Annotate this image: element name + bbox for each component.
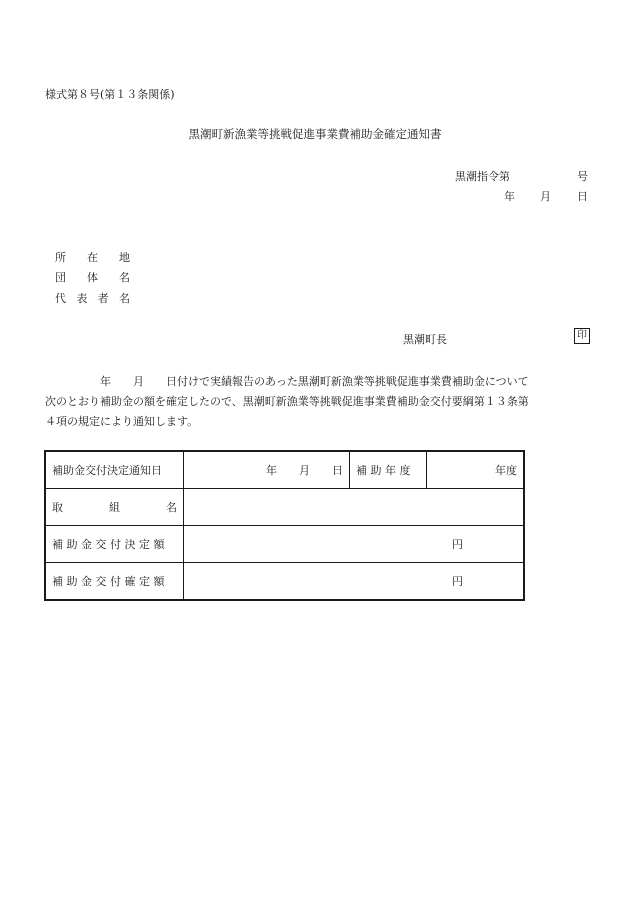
table-row [45, 563, 524, 601]
confirmed-amount-value [184, 563, 525, 601]
recipient-organization-label [55, 269, 130, 285]
label-char: 名 [166, 501, 177, 514]
initiative-name-label [45, 489, 184, 526]
label-char: 代 [55, 292, 66, 305]
table-row [45, 451, 524, 489]
yen-unit: 円 [452, 575, 463, 588]
form-number: 様式第８号(第１３条関係) [45, 88, 175, 101]
label-char: 組 [109, 501, 120, 514]
label-char: 者 [97, 292, 109, 305]
confirmed-amount-label: 補 助 金 交 付 確 定 額 [45, 563, 184, 601]
label-char: 団 [55, 271, 66, 284]
body-text-line-2: 次のとおり補助金の額を確定したので、黒潮町新漁業等挑戦促進事業費補助金交付要綱第１３条第 [45, 395, 529, 408]
label-char: 名 [118, 292, 130, 305]
body-text-line-1: 年 月 日付けで実績報告のあった黒潮町新漁業等挑戦促進事業費補助金について [45, 375, 529, 388]
yen-unit: 円 [452, 538, 463, 551]
decided-amount-label: 補 助 金 交 付 決 定 額 [45, 526, 184, 563]
recipient-location-label [55, 249, 130, 265]
label-char: 名 [119, 271, 130, 284]
subsidy-year-label: 補 助 年 度 [350, 451, 427, 489]
issue-month: 月 [540, 190, 551, 203]
doc-number-prefix: 黒潮指令第 [455, 170, 510, 183]
table-row [45, 526, 524, 563]
subsidy-info-table [44, 450, 525, 601]
label-char: 取 [52, 501, 63, 514]
label-char: 地 [119, 251, 130, 264]
issue-day: 日 [577, 190, 588, 203]
issue-year: 年 [504, 190, 515, 203]
notice-date-label: 補助金交付決定通知日 [45, 451, 184, 489]
label-char: 体 [87, 271, 98, 284]
subsidy-year-value: 年度 [427, 451, 525, 489]
label-char: 所 [55, 251, 66, 264]
label-char: 在 [87, 251, 98, 264]
body-text-line-3: ４項の規定により通知します。 [45, 415, 199, 428]
decided-amount-value [184, 526, 525, 563]
label-char: 表 [76, 292, 88, 305]
initiative-name-value [184, 489, 525, 526]
document-title: 黒潮町新漁業等挑戦促進事業費補助金確定通知書 [188, 127, 442, 141]
doc-number-suffix: 号 [577, 170, 588, 183]
recipient-representative-label [55, 290, 130, 306]
mayor-title: 黒潮町長 [403, 333, 447, 346]
table-row [45, 489, 524, 526]
notice-date-value: 年 月 日 [184, 451, 350, 489]
seal-mark: 印 [574, 328, 590, 344]
